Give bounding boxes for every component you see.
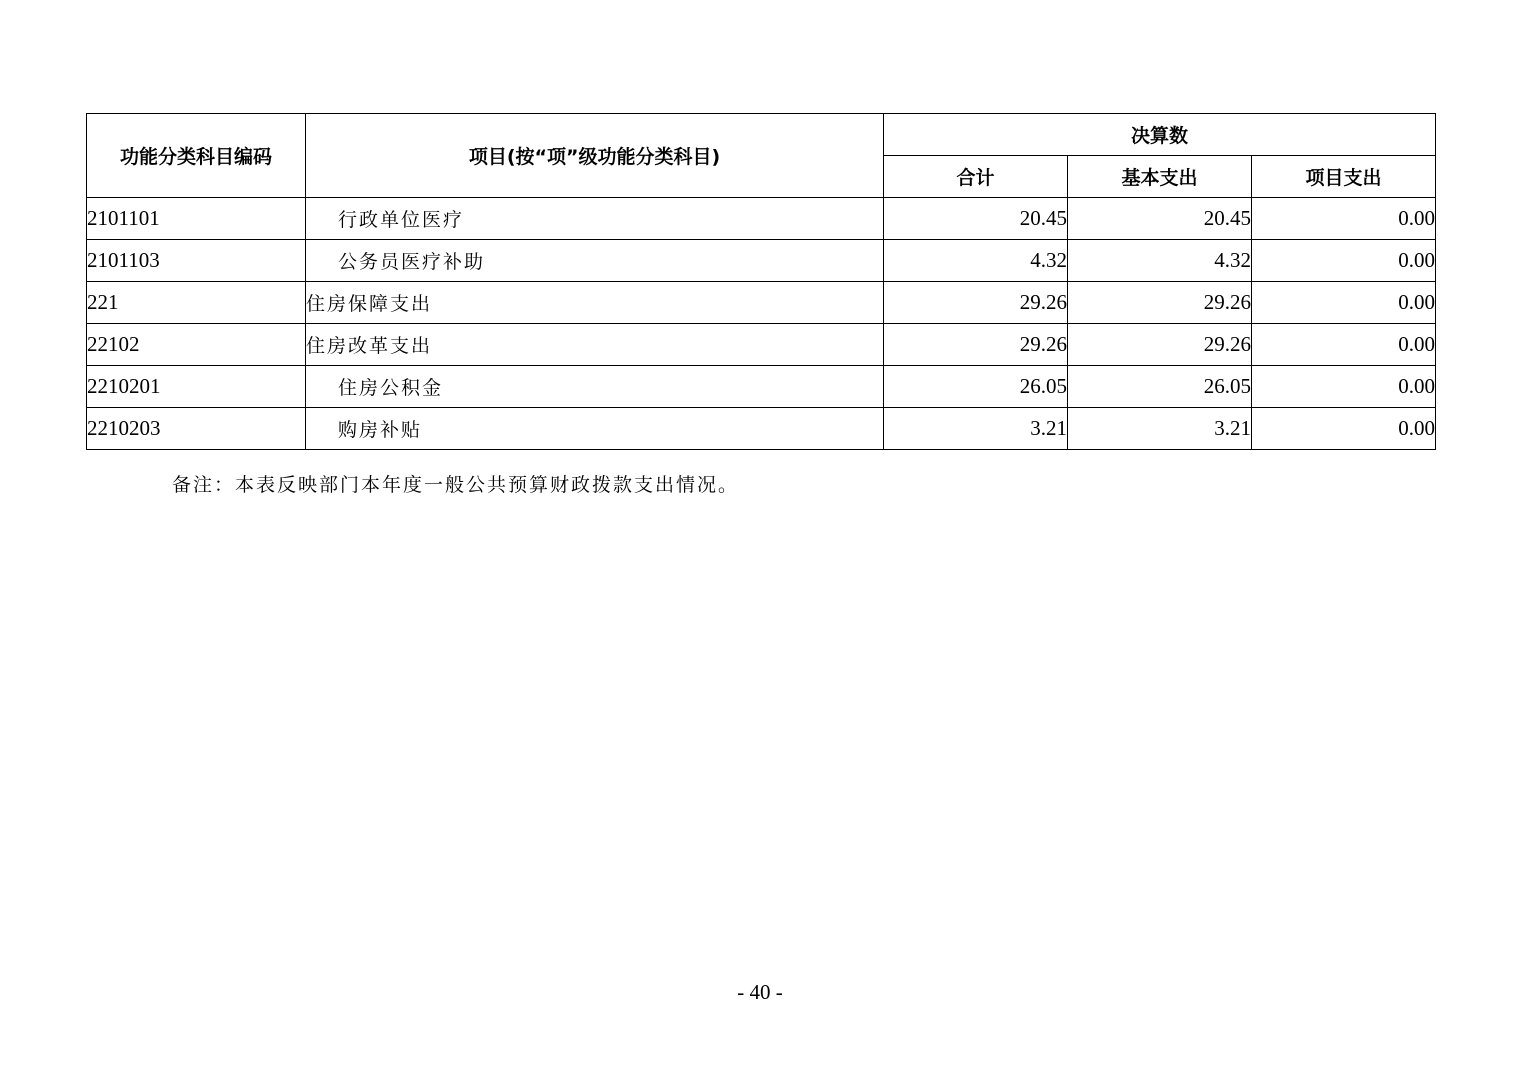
cell-total: 20.45 [884,198,1068,240]
cell-project: 0.00 [1252,240,1436,282]
cell-total: 29.26 [884,324,1068,366]
cell-name: 购房补贴 [306,408,884,450]
cell-basic: 29.26 [1068,282,1252,324]
cell-project: 0.00 [1252,282,1436,324]
cell-project: 0.00 [1252,198,1436,240]
cell-total: 4.32 [884,240,1068,282]
header-basic: 基本支出 [1068,156,1252,198]
cell-name: 公务员医疗补助 [306,240,884,282]
page-number: - 40 - [737,980,783,1004]
cell-code: 2101103 [87,240,306,282]
table-row [87,408,1436,450]
cell-name: 住房公积金 [306,366,884,408]
cell-project: 0.00 [1252,324,1436,366]
header-code: 功能分类科目编码 [87,114,306,198]
cell-basic: 26.05 [1068,366,1252,408]
cell-total: 26.05 [884,366,1068,408]
cell-basic: 20.45 [1068,198,1252,240]
cell-total: 3.21 [884,408,1068,450]
table-row [87,198,1436,240]
table-row [87,282,1436,324]
cell-code: 2210201 [87,366,306,408]
header-name: 项目(按“项”级功能分类科目) [306,114,884,198]
cell-project: 0.00 [1252,366,1436,408]
cell-code: 2210203 [87,408,306,450]
cell-basic: 4.32 [1068,240,1252,282]
cell-code: 2101101 [87,198,306,240]
header-project: 项目支出 [1252,156,1436,198]
cell-project: 0.00 [1252,408,1436,450]
cell-total: 29.26 [884,282,1068,324]
cell-name: 住房改革支出 [306,324,884,366]
table-note: 备注：本表反映部门本年度一般公共预算财政拨款支出情况。 [172,474,740,496]
cell-name: 住房保障支出 [306,282,884,324]
table-row [87,240,1436,282]
cell-name: 行政单位医疗 [306,198,884,240]
table-body [87,198,1436,450]
budget-table [86,113,1436,450]
table-row [87,324,1436,366]
cell-basic: 3.21 [1068,408,1252,450]
cell-basic: 29.26 [1068,324,1252,366]
cell-code: 221 [87,282,306,324]
header-group: 决算数 [884,114,1436,156]
table-row [87,366,1436,408]
header-total: 合计 [884,156,1068,198]
cell-code: 22102 [87,324,306,366]
